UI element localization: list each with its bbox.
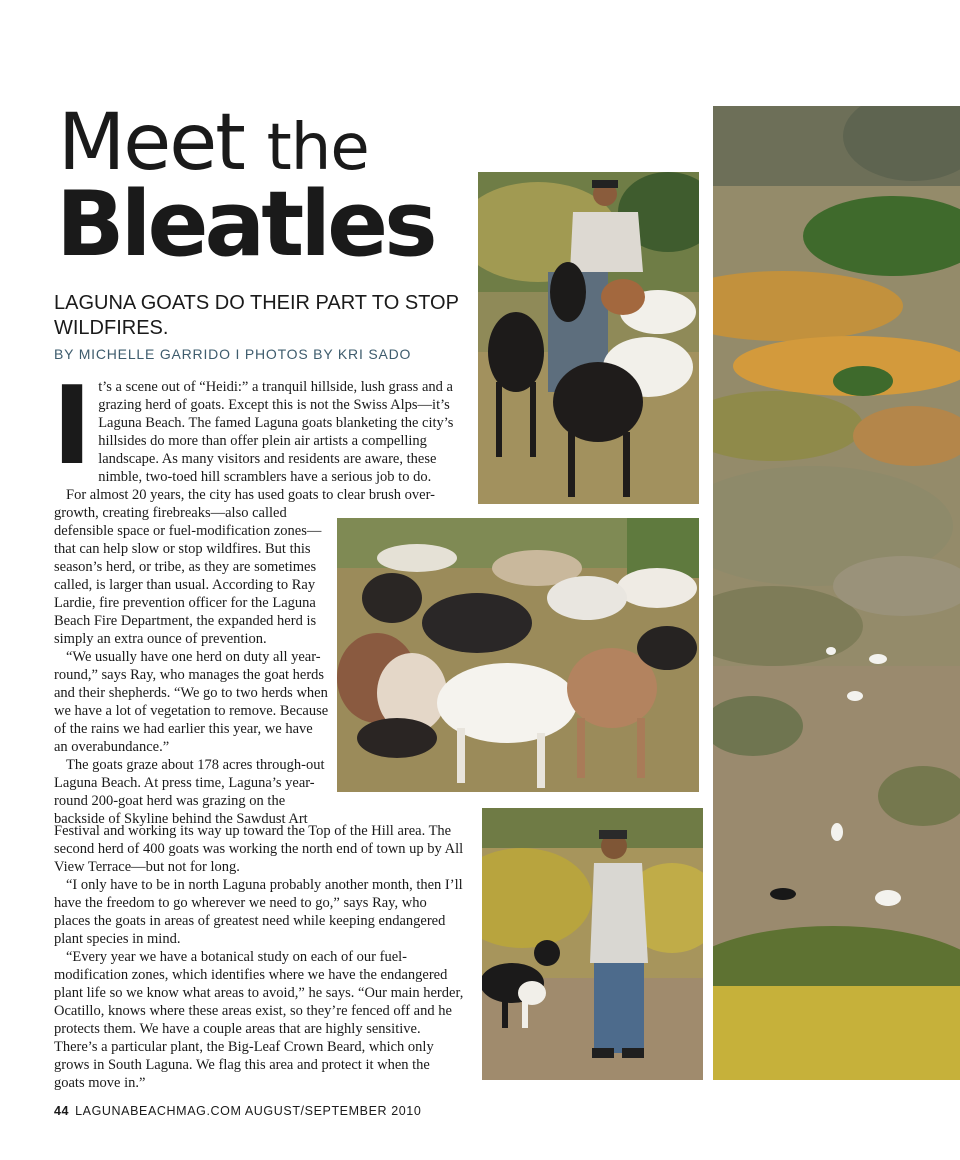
headline-meet: Meet — [58, 98, 244, 188]
byline: BY MICHELLE GARRIDO I PHOTOS BY KRI SADO — [54, 346, 412, 362]
photo-goat-herd — [337, 518, 699, 792]
photo-herder-with-goats — [478, 172, 699, 504]
article-body-bottom — [54, 822, 464, 1092]
paragraph-2-start: For almost 20 years, the city has used goats to clear brush over- — [66, 487, 435, 503]
paragraph-3: “We usually have one herd on duty all year-round,” says Ray, who manages the goat herds and their shepherds. “We go to two herds when we have a lot of vegetation to remove. Because of the rains we had earlier this year, we have an overabundance.” — [54, 649, 329, 755]
paragraph-4-end: Festival and working its way up toward the Top of the Hill area. The second herd of 400 goats was working the north end of town up by All View Terrace—but not for long. — [54, 823, 464, 875]
drop-cap: I — [52, 364, 93, 489]
headline-line2: Bleatles — [56, 172, 434, 277]
article-body-top — [52, 364, 464, 504]
dek: LAGUNA GOATS DO THEIR PART TO STOP WILDFIRES. — [54, 292, 459, 339]
page-footer — [54, 1104, 421, 1118]
paragraph-5: “I only have to be in north Laguna probably another month, then I’ll have the freedom to go wherever we need to go,” says Ray, who places the goats in areas of greatest need while keeping endangered plant species in mind. — [54, 877, 463, 947]
paragraph-4-start: The goats graze about 178 acres through-out Laguna Beach. At press time, Laguna’s year-round 200-goat herd was grazing on the backside of Skyline behind the Sawdust Art — [54, 757, 325, 827]
page-number: 44 — [54, 1104, 70, 1118]
article-body-middle — [54, 504, 329, 828]
paragraph-6: “Every year we have a botanical study on each of our fuel-modification zones, which identifies where we have the endangered plant life so we know what areas to avoid,” he says. “Our main herder, Ocatillo, knows where these areas exist, so they’re fenced off and he protects them. We have a couple areas that are highly sensitive. There’s a particular plant, the Big-Leaf Crown Beard, which only grows in South Laguna. We flag this area and protect it when the goats move in.” — [54, 949, 464, 1091]
headline-the: the — [266, 111, 369, 185]
paragraph-1: t’s a scene out of “Heidi:” a tranquil hillside, lush grass and a grazing herd of goats. Except this is not the Swiss Alps—it’s Laguna Beach. The famed Laguna goats blanketing the city’s hillsides do more than offer plein air artists a compelling landscape. As many visitors and residents are aware, these nimble, two-toed hill scramblers have a serious job to do. — [98, 379, 454, 485]
paragraph-2-end: growth, creating firebreaks—also called defensible space or fuel-modification zones—that can help slow or stop wildfires. But this season’s herd, or tribe, as they are sometimes called, is larger than usual. According to Ray Lardie, fire prevention officer for the Laguna Beach Fire Department, the expanded herd is simply an extra ounce of prevention. — [54, 505, 322, 647]
footer-publication: LAGUNABEACHMAG.COM AUGUST/SEPTEMBER 2010 — [75, 1104, 422, 1118]
photo-herder-with-dog — [482, 808, 703, 1080]
headline-line1 — [58, 98, 369, 188]
photo-hillside-goats — [713, 106, 960, 1080]
